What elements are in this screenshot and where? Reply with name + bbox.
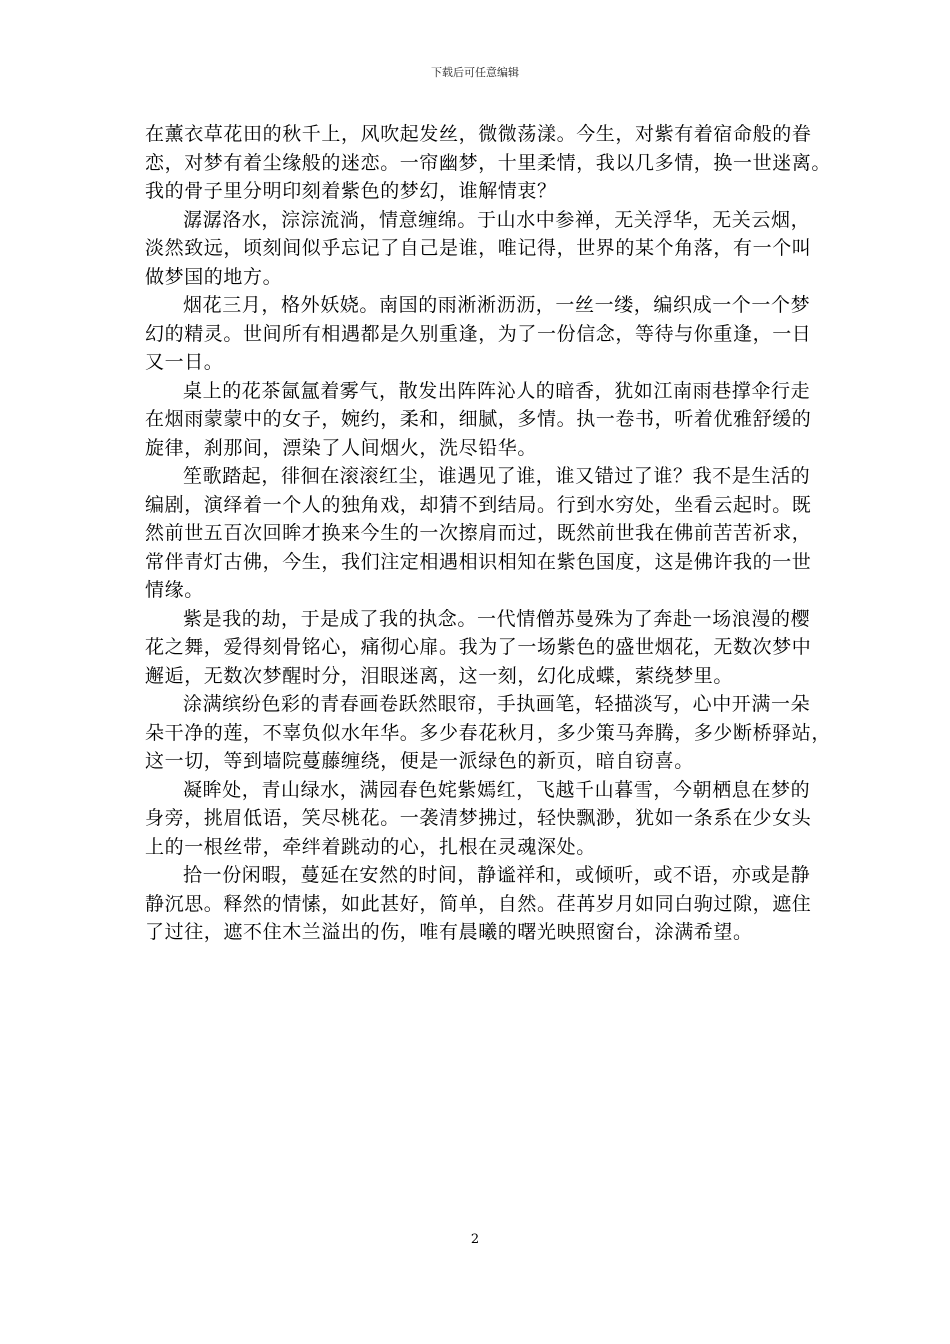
text-line: 桌上的花茶氤氲着雾气，散发出阵阵沁人的暗香，犹如江南雨巷撑伞行走 [183,379,811,402]
text-line: 紫是我的劫，于是成了我的执念。一代情僧苏曼殊为了奔赴一场浪漫的樱 [183,607,811,630]
text-line: 然前世五百次回眸才换来今生的一次擦肩而过，既然前世我在佛前苦苦祈求， [145,522,812,544]
text-line: 朵干净的莲，不辜负似水年华。多少春花秋月，多少策马奔腾，多少断桥驿站， [145,721,832,744]
text-line: 在烟雨蒙蒙中的女子，婉约，柔和，细腻，多情。执一卷书，听着优雅舒缓的 [145,408,812,430]
text-line: 编剧，演绎着一个人的独角戏，却猜不到结局。行到水穷处，坐看云起时。既 [145,493,812,516]
text-line: 我的骨子里分明印刻着紫色的梦幻，谁解情衷？ [145,180,557,202]
text-line: 在薰衣草花田的秋千上，风吹起发丝，微微荡漾。今生，对紫有着宿命般的眷 [145,123,812,145]
text-line: 身旁，挑眉低语，笑尽桃花。一袭清梦拂过，轻快飘渺，犹如一条系在少女头 [145,807,812,829]
text-line: 这一切，等到墙院蔓藤缠绕，便是一派绿色的新页，暗自窃喜。 [145,750,694,772]
text-line: 幻的精灵。世间所有相遇都是久别重逢，为了一份信念，等待与你重逢，一日 [145,322,812,345]
paragraph [145,605,812,691]
page-header: 下载后可任意编辑 [431,66,519,79]
text-line: 花之舞，爱得刻骨铭心，痛彻心扉。我为了一场紫色的盛世烟花，无数次梦中 [145,636,812,658]
document-body [145,120,832,947]
paragraph [145,690,832,776]
text-line: 又一日。 [145,351,224,373]
paragraph [145,462,812,605]
paragraph [145,120,832,206]
paragraph [145,377,812,463]
text-line: 拾一份闲暇，蔓延在安然的时间，静谧祥和，或倾听，或不语，亦或是静 [183,864,811,886]
text-line: 做梦国的地方。 [145,265,283,288]
text-line: 烟花三月，格外妖娆。南国的雨淅淅沥沥，一丝一缕，编织成一个一个梦 [183,294,811,316]
paragraph [145,206,812,292]
text-line: 了过往，遮不住木兰溢出的伤，唯有晨曦的曙光映照窗台，涂满希望。 [145,921,753,943]
text-line: 涂满缤纷色彩的青春画卷跃然眼帘，手执画笔，轻描淡写，心中开满一朵 [183,693,811,715]
text-line: 邂逅，无数次梦醒时分，泪眼迷离，这一刻，幻化成蝶，萦绕梦里。 [145,664,734,687]
text-line: 淡然致远，顷刻间似乎忘记了自己是谁，唯记得，世界的某个角落，有一个叫 [145,237,812,259]
paragraph [145,776,812,862]
text-line: 旋律，刹那间，漂染了人间烟火，洗尽铅华。 [145,436,538,459]
paragraph [145,861,812,947]
text-line: 恋，对梦有着尘缘般的迷恋。一帘幽梦，十里柔情，我以几多情，换一世迷离。 [145,151,832,174]
page-number: 2 [470,1232,480,1247]
paragraph [145,291,812,377]
text-line: 潺潺洛水，淙淙流淌，情意缠绵。于山水中参禅，无关浮华，无关云烟， [183,208,811,231]
text-line: 静沉思。释然的情愫，如此甚好，简单，自然。荏苒岁月如同白驹过隙，遮住 [145,892,812,915]
text-line: 常伴青灯古佛，今生，我们注定相遇相识相知在紫色国度，这是佛许我的一世 [145,550,812,573]
text-line: 上的一根丝带，牵绊着跳动的心，扎根在灵魂深处。 [145,835,596,858]
text-line: 笙歌踏起，徘徊在滚滚红尘，谁遇见了谁，谁又错过了谁？我不是生活的 [183,465,811,487]
text-line: 凝眸处，青山绿水，满园春色姹紫嫣红，飞越千山暮雪，今朝栖息在梦的 [183,778,811,801]
text-line: 情缘。 [145,579,204,601]
